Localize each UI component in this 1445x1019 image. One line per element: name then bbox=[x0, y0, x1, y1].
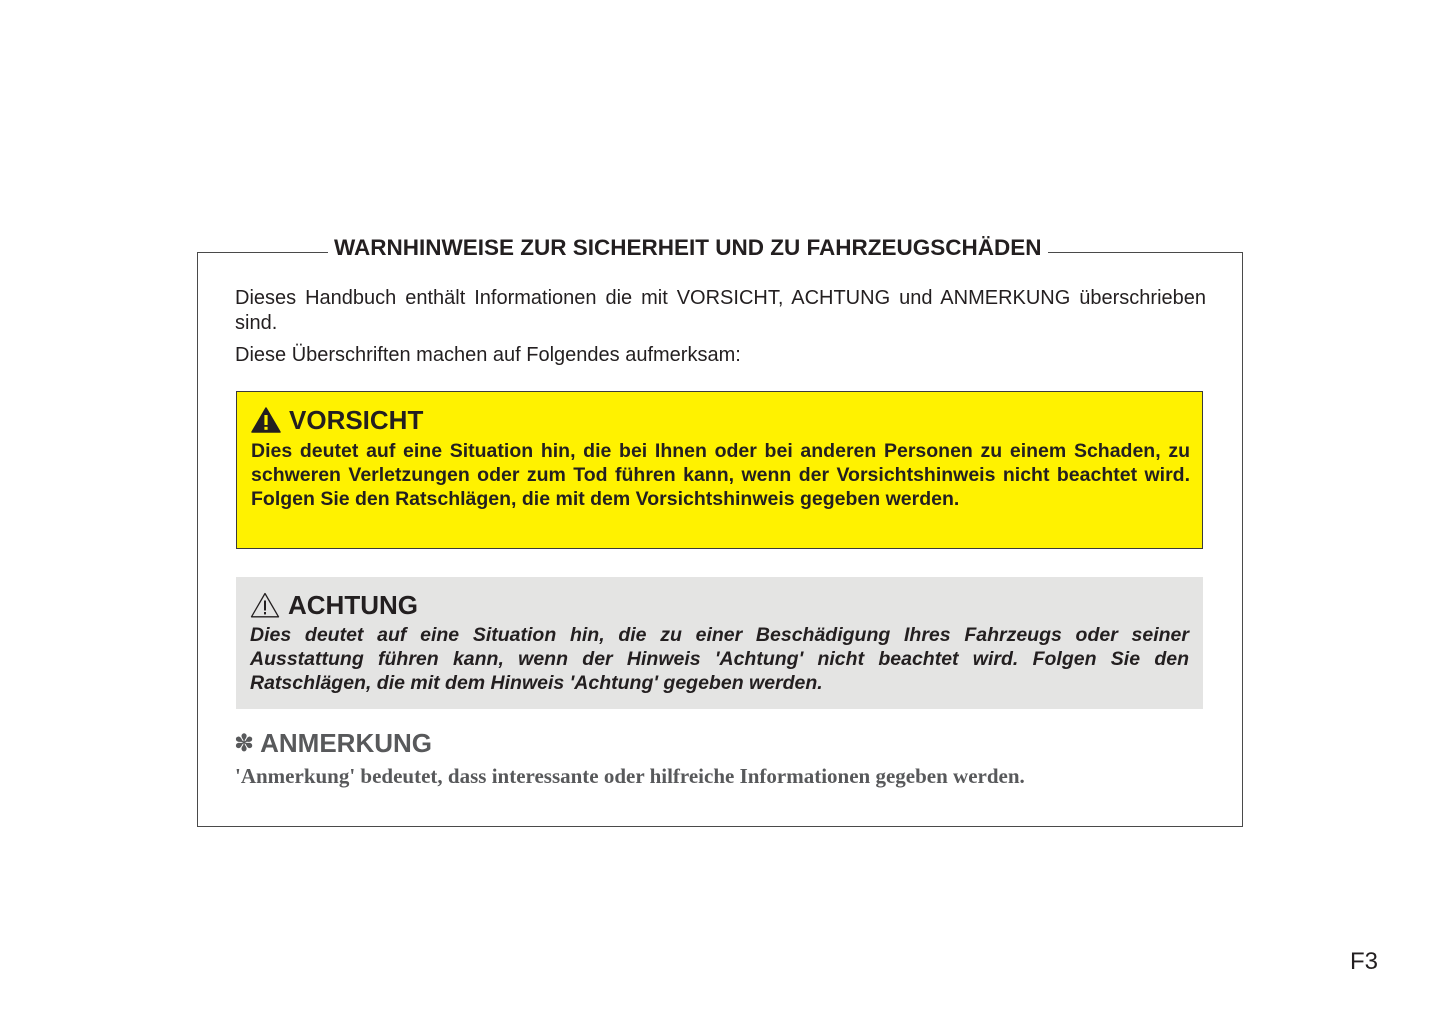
anmerkung-text: 'Anmerkung' bedeutet, dass interessante oder hilfreiche Informationen gegeben werden. bbox=[235, 764, 1025, 788]
vorsicht-title: VORSICHT bbox=[289, 405, 424, 435]
anmerkung-header bbox=[234, 728, 432, 758]
vorsicht-box bbox=[236, 391, 1203, 549]
warning-triangle-outline-icon bbox=[250, 592, 280, 618]
intro-paragraph-secondary: Diese Überschriften machen auf Folgendes aufmerksam: bbox=[235, 344, 741, 366]
asterisk-icon: ✽ bbox=[234, 729, 255, 757]
achtung-header bbox=[250, 590, 418, 620]
intro-paragraph: Dieses Handbuch enthält Informationen die mit VORSICHT, ACHTUNG und ANMERKUNG überschrieben sind. bbox=[235, 287, 1206, 334]
achtung-text: Dies deutet auf eine Situation hin, die zu einer Beschädigung Ihres Fahrzeugs oder seiner Ausstattung führen kann, wenn der Hinweis 'Achtung' nicht beachtet wird. Folgen Sie den Ratschlägen, die mit dem Hinweis 'Achtung' gegeben werden. bbox=[250, 624, 1189, 694]
vorsicht-text: Dies deutet auf eine Situation hin, die bei Ihnen oder bei anderen Personen zu einem Schaden, zu schweren Verletzungen oder zum Tod führen kann, wenn der Vorsichtshinweis nicht beachtet wird. Folgen Sie den Ratschlägen, die mit dem Vorsichtshinweis gegeben werden. bbox=[251, 440, 1190, 510]
vorsicht-header bbox=[251, 405, 423, 435]
section-title: WARNHINWEISE ZUR SICHERHEIT UND ZU FAHRZEUGSCHÄDEN bbox=[328, 234, 1048, 262]
page-number: F3 bbox=[1350, 948, 1379, 975]
warning-triangle-filled-icon bbox=[251, 407, 281, 433]
achtung-box bbox=[236, 577, 1203, 709]
achtung-title: ACHTUNG bbox=[288, 590, 418, 620]
anmerkung-title: ANMERKUNG bbox=[260, 728, 432, 758]
